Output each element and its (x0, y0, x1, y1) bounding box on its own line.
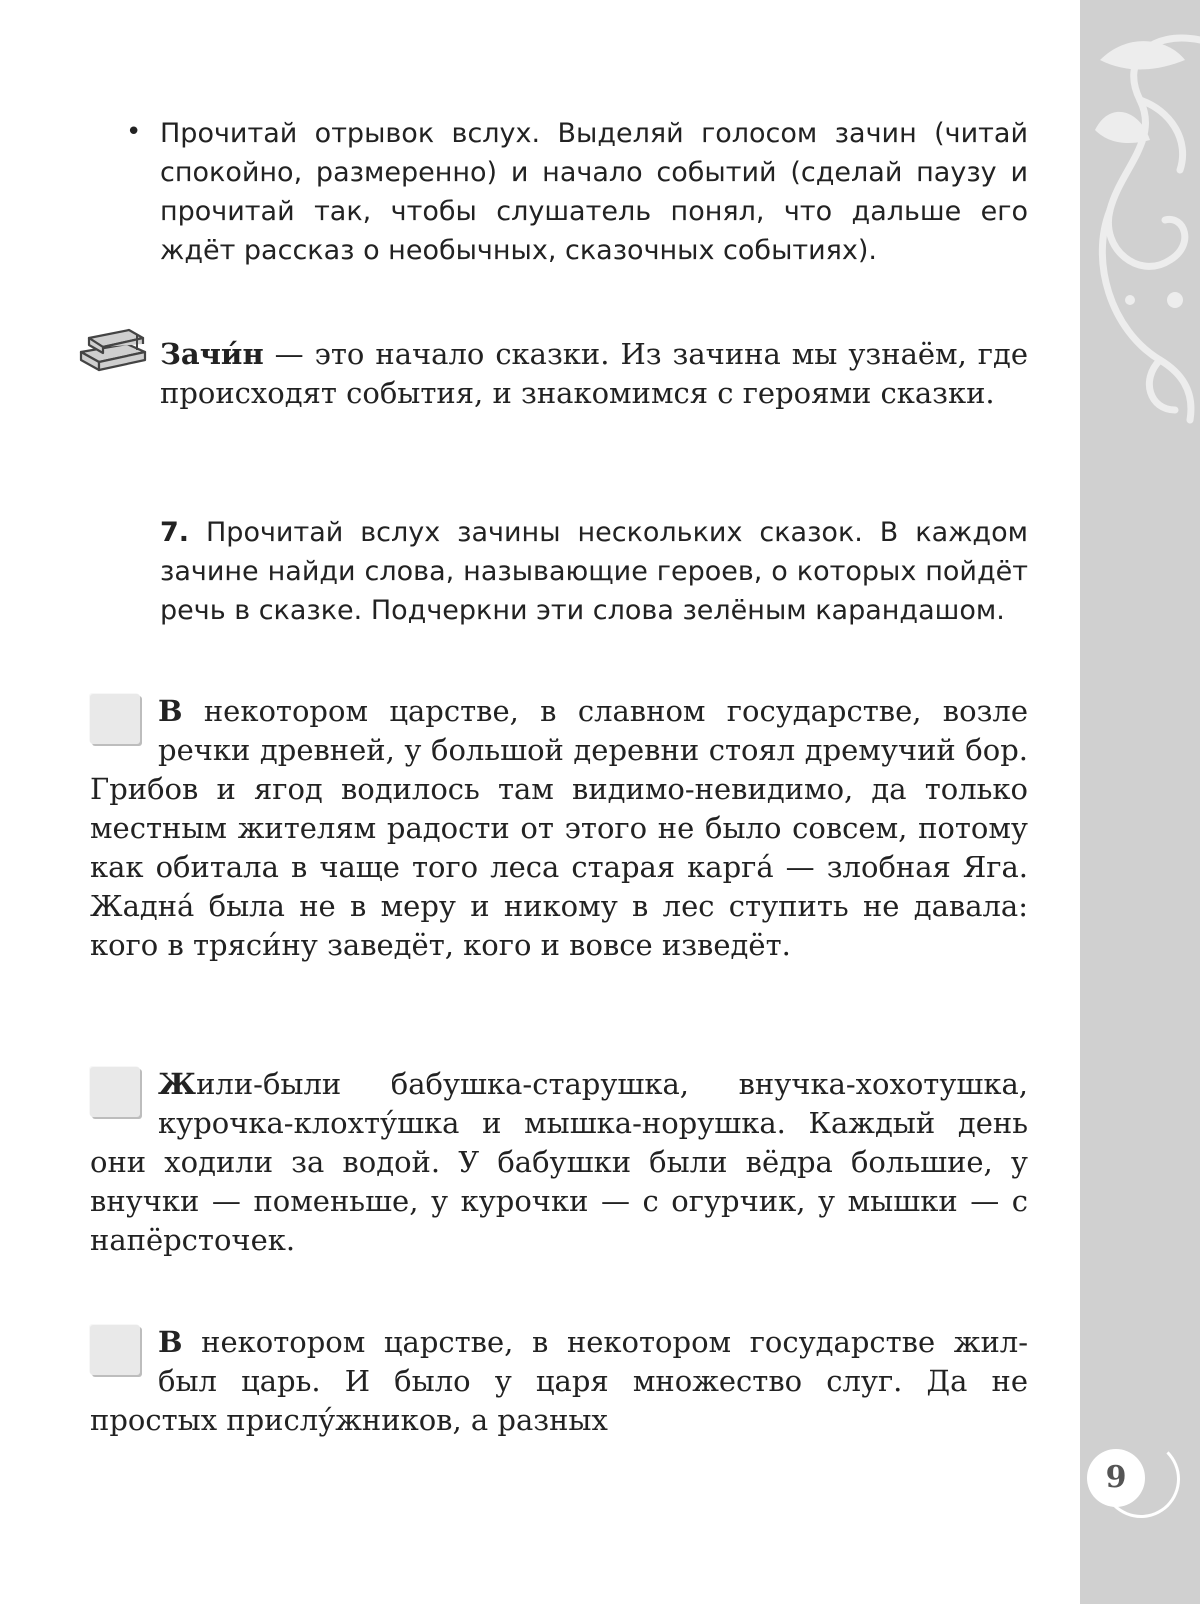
tale-first-word: В (158, 694, 183, 728)
page-margin-sidebar (1080, 0, 1200, 1604)
tale-opening-1 (90, 692, 1028, 965)
tale-first-word: Ж (158, 1067, 197, 1101)
tale-checkbox-1[interactable] (90, 694, 140, 744)
tale-text: некотором царстве, в славном государстве, возле речки древней, у большой деревни стоял дремучий бор. Грибов и ягод водилось там видимо-невидимо, да только местным жителям радости от этого не было совсем, потому как обитала в чаще того леса старая карга́ — злобная Яга. Жадна́ была не в меру и никому в лес ступить не давала: кого в тряси́ну заведёт, кого и вовсе изведёт. (90, 694, 1028, 962)
instruction-bullet: • (126, 117, 142, 147)
instruction-text: Прочитай отрывок вслух. Выделяй голосом зачин (читай спокойно, размеренно) и начало событий (сделай паузу и прочитай так, чтобы слушатель понял, что дальше его ждёт рассказ о необычных, сказочных событиях). (160, 118, 1028, 266)
tale-first-word: В (158, 1325, 183, 1359)
tale-opening-3 (90, 1323, 1028, 1440)
page-number: 9 (1087, 1449, 1145, 1507)
definition (160, 335, 1028, 413)
task-7 (160, 513, 1028, 630)
definition-term: Зачи́н (160, 337, 264, 371)
tale-checkbox-2[interactable] (90, 1067, 140, 1117)
task-text: Прочитай вслух зачины нескольких сказок. В каждом зачине найди слова, называющие героев, о которых пойдёт речь в сказке. Подчеркни эти слова зелёным карандашом. (160, 517, 1028, 626)
tale-text: или-были бабушка-старушка, внучка-хохотушка, курочка-клохту́шка и мышка-норушка. Каждый день они ходили за водой. У бабушки были вёдра большие, у внучки — поменьше, у курочки — с огурчик, у мышки — с напёрсточек. (90, 1067, 1028, 1257)
tale-text: некотором царстве, в некотором государстве жил-был царь. И было у царя множество слуг. Да не простых прислу́жников, а разных (90, 1325, 1028, 1437)
tale-checkbox-3[interactable] (90, 1325, 140, 1375)
task-number: 7. (160, 517, 190, 548)
book-stack-icon (75, 322, 151, 372)
floral-ornament-icon (1080, 0, 1200, 440)
definition-text: — это начало сказки. Из зачина мы узнаём, где происходят события, и знакомимся с героями сказки. (160, 337, 1028, 410)
tale-opening-2 (90, 1065, 1028, 1260)
